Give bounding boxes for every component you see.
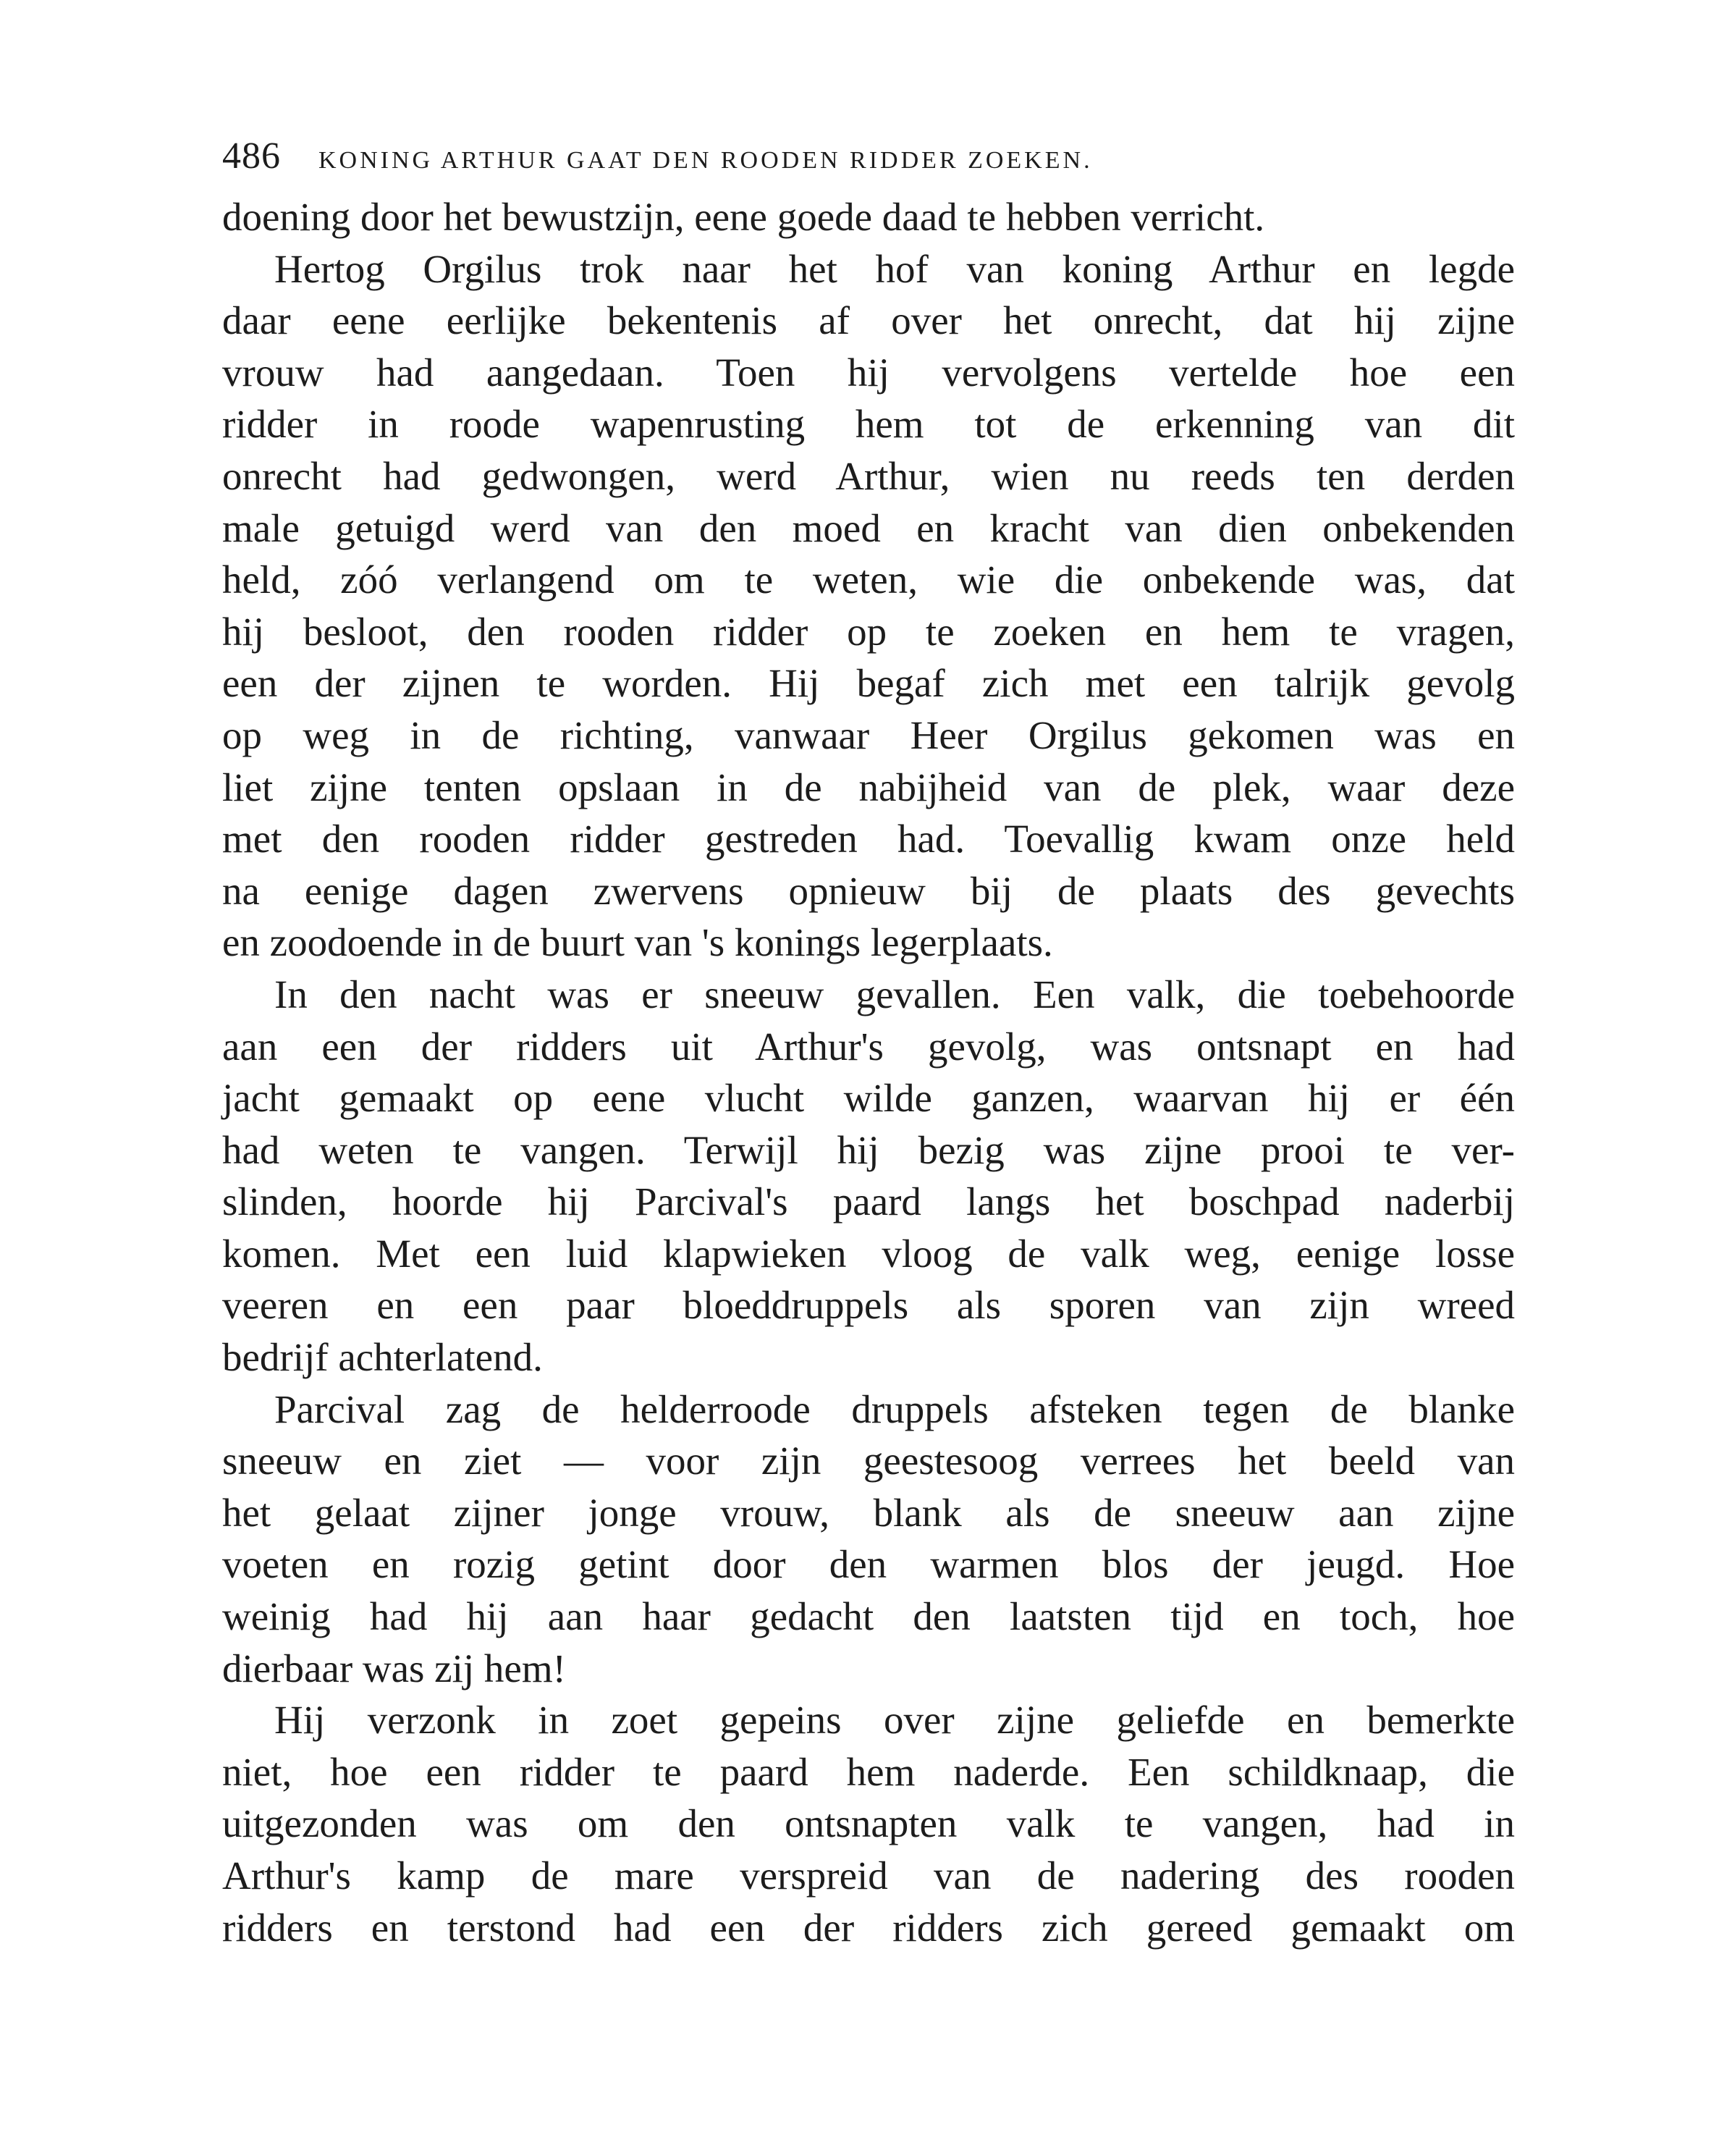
text-line: veeren en een paar bloeddruppels als sporen van zijn wreed <box>222 1283 1515 1328</box>
text-line: liet zijne tenten opslaan in de nabijheid van de plek, waar deze <box>222 765 1515 809</box>
text-line: hij besloot, den rooden ridder op te zoeken en hem te vragen, <box>222 609 1515 654</box>
paragraph <box>222 969 1515 1384</box>
body-text <box>222 191 1515 1953</box>
text-line: een der zijnen te worden. Hij begaf zich met een talrijk gevolg <box>222 661 1515 706</box>
text-line: In den nacht was er sneeuw gevallen. Een valk, die toebehoorde <box>274 972 1515 1016</box>
text-line: Parcival zag de helderroode druppels afsteken tegen de blanke <box>274 1386 1515 1431</box>
text-line: uitgezonden was om den ontsnapten valk te vangen, had in <box>222 1801 1515 1846</box>
text-line: Hij verzonk in zoet gepeins over zijne geliefde en bemerkte <box>274 1698 1515 1743</box>
text-line: na eenige dagen zwervens opnieuw bij de plaats des gevechts <box>222 868 1515 913</box>
text-line: komen. Met een luid klapwieken vloog de valk weg, eenige losse <box>222 1231 1515 1276</box>
text-line: onrecht had gedwongen, werd Arthur, wien nu reeds ten derden <box>222 453 1515 498</box>
text-line: sneeuw en ziet — voor zijn geestesoog verrees het beeld van <box>222 1439 1515 1483</box>
text-line: held, zóó verlangend om te weten, wie die onbekende was, dat <box>222 557 1515 602</box>
text-line: male getuigd werd van den moed en kracht van dien onbekenden <box>222 505 1515 550</box>
text-line: aan een der ridders uit Arthur's gevolg, was ontsnapt en had <box>222 1024 1515 1069</box>
book-page <box>222 135 1515 1953</box>
page-number: 486 <box>222 135 281 177</box>
paragraph <box>222 191 1515 243</box>
text-line: voeten en rozig getint door den warmen blos der jeugd. Hoe <box>222 1542 1515 1587</box>
text-line: Hertog Orgilus trok naar het hof van koning Arthur en legde <box>274 246 1515 291</box>
paragraph <box>222 1384 1515 1695</box>
text-line: doening door het bewustzijn, eene goede daad te hebben verricht. <box>222 195 1265 239</box>
running-head-title: KONING ARTHUR GAAT DEN ROODEN RIDDER ZOEKEN. <box>318 147 1093 174</box>
paragraph <box>222 1694 1515 1953</box>
text-line: daar eene eerlijke bekentenis af over het onrecht, dat hij zijne <box>222 298 1515 343</box>
text-line: het gelaat zijner jonge vrouw, blank als de sneeuw aan zijne <box>222 1490 1515 1535</box>
paragraph <box>222 243 1515 969</box>
text-line: had weten te vangen. Terwijl hij bezig was zijne prooi te ver- <box>222 1127 1515 1172</box>
text-line: dierbaar was zij hem! <box>222 1646 566 1690</box>
text-line: niet, hoe een ridder te paard hem naderde. Een schildknaap, die <box>222 1749 1515 1794</box>
text-line: ridder in roode wapenrusting hem tot de erkenning van dit <box>222 402 1515 447</box>
text-line: en zoodoende in de buurt van 's konings legerplaats. <box>222 920 1053 965</box>
text-line: slinden, hoorde hij Parcival's paard langs het boschpad naderbij <box>222 1179 1515 1224</box>
text-line: op weg in de richting, vanwaar Heer Orgilus gekomen was en <box>222 712 1515 757</box>
text-line: vrouw had aangedaan. Toen hij vervolgens vertelde hoe een <box>222 350 1515 395</box>
text-line: jacht gemaakt op eene vlucht wilde ganzen, waarvan hij er één <box>222 1076 1515 1121</box>
text-line: weinig had hij aan haar gedacht den laatsten tijd en toch, hoe <box>222 1594 1515 1639</box>
text-line: met den rooden ridder gestreden had. Toevallig kwam onze held <box>222 817 1515 862</box>
running-head <box>222 135 1515 181</box>
text-line: ridders en terstond had een der ridders zich gereed gemaakt om <box>222 1905 1515 1950</box>
text-line: bedrijf achterlatend. <box>222 1335 543 1380</box>
text-line: Arthur's kamp de mare verspreid van de nadering des rooden <box>222 1853 1515 1898</box>
